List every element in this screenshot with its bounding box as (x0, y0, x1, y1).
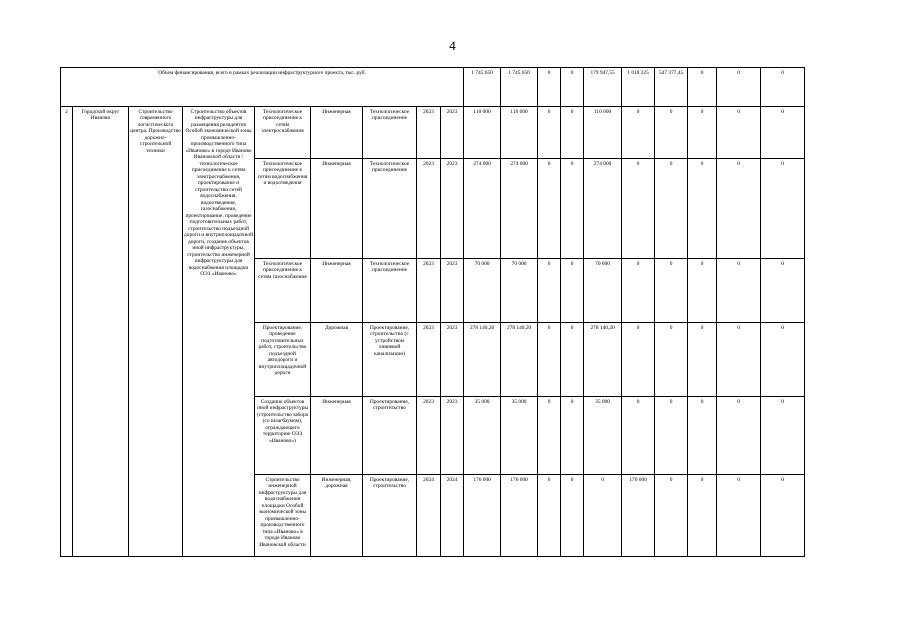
table-row (61, 107, 869, 159)
work-cell: Технологическое присоединение (363, 159, 417, 259)
value-cell: 0 (538, 323, 561, 397)
year-start-cell: 2023 (417, 323, 441, 397)
year-end-cell: 2023 (441, 323, 464, 397)
year-end-cell: 2024 (441, 475, 464, 557)
year-end-cell: 2023 (441, 159, 464, 259)
value-cell: 0 (761, 475, 805, 557)
total-label: Объем финансирования, всего в рамках реализации инфраструктурного проекта, тыс. руб. (61, 68, 464, 107)
type-cell: Инженерная (311, 159, 363, 259)
value-cell: 0 (688, 107, 717, 159)
value-cell: 0 (761, 159, 805, 259)
year-start-cell: 2023 (417, 159, 441, 259)
value-cell: 278 140,20 (584, 323, 622, 397)
value-cell: 0 (717, 475, 761, 557)
value-cell: 0 (717, 323, 761, 397)
value-cell: 0 (561, 323, 584, 397)
municipality-cell: Городской округ Иваново (73, 107, 129, 557)
row-number: 2 (61, 107, 73, 557)
value-cell: 0 (538, 159, 561, 259)
value-cell: 0 (761, 323, 805, 397)
type-cell: Инженерная, дорожная (311, 475, 363, 557)
value-cell: 0 (717, 397, 761, 475)
value-cell: 0 (761, 259, 805, 323)
value-cell: 0 (622, 323, 655, 397)
work-cell: Проектирование, строительство (с устройством ливневой канализации) (363, 323, 417, 397)
value-cell: 274 000 (584, 159, 622, 259)
value-cell: 0 (622, 159, 655, 259)
value-cell: 0 (655, 475, 688, 557)
value-cell: 0 (717, 107, 761, 159)
year-end-cell: 2023 (441, 107, 464, 159)
value-cell: 0 (688, 323, 717, 397)
value-cell: 0 (561, 259, 584, 323)
activity-cell: Строительство инженерной инфраструктуры для водоснабжения площадки Особой экономической зоны промышленно-производственного типа «Иваново» в городе Иваново Ивановской области (255, 475, 311, 557)
value-cell: 70 000 (584, 259, 622, 323)
value-cell: 35 000 (501, 397, 538, 475)
work-cell: Проектирование, строительство (363, 475, 417, 557)
value-cell: 110 000 (584, 107, 622, 159)
value-cell: 0 (761, 397, 805, 475)
type-cell: Инженерная (311, 259, 363, 323)
value-cell: 0 (655, 259, 688, 323)
value-cell: 0 (584, 475, 622, 557)
value-cell: 176 000 (622, 475, 655, 557)
year-end-cell: 2023 (441, 397, 464, 475)
value-cell: 0 (655, 323, 688, 397)
year-start-cell: 2024 (417, 475, 441, 557)
financing-table (60, 67, 869, 557)
value-cell: 0 (538, 397, 561, 475)
value-cell: 0 (688, 475, 717, 557)
work-cell: Технологическое присоединение (363, 259, 417, 323)
activity-cell: Технологическое присоединение к сетям водоснабжения и водоотведения (255, 159, 311, 259)
value-cell: 70 000 (464, 259, 501, 323)
value-cell: 0 (561, 397, 584, 475)
value-cell: 0 (538, 475, 561, 557)
value-cell: 0 (655, 107, 688, 159)
value-cell: 110 000 (464, 107, 501, 159)
activity-cell: Технологическое присоединение к сетям электроснабжения (255, 107, 311, 159)
total-value: 179 947,55 (584, 68, 622, 107)
object-cell: Строительство объектов инфраструктуры для размещения резидентов Особой экономической зоны промышленно-производственного типа «Иваново» в городе Иваново Ивановской области / технологическое присоединение к сетям электроснабжения, проектирование и строительство сетей водоснабжения, водоотведения, газоснабжения, проектирование, проведение подготовительных работ, строительство подъездной дороги и внутриплощадочной дороги, создание объектов иной инфраструктуры, строительство инженерной инфраструктуры для водоснабжения площадки ОЭЗ «Иваново» (183, 107, 255, 557)
value-cell: 0 (538, 259, 561, 323)
value-cell: 278 140,20 (464, 323, 501, 397)
work-cell: Технологическое присоединение (363, 107, 417, 159)
value-cell: 0 (538, 107, 561, 159)
total-value: 0 (717, 68, 761, 107)
value-cell: 35 000 (584, 397, 622, 475)
project-name-cell: Строительство современного логистического центра. Производство дорожно-строительной техники (129, 107, 183, 557)
total-value: 1 745 650 (501, 68, 538, 107)
activity-cell: Технологическое присоединение к сетям газоснабжения (255, 259, 311, 323)
value-cell: 0 (561, 159, 584, 259)
year-end-cell: 2023 (441, 259, 464, 323)
year-start-cell: 2023 (417, 107, 441, 159)
value-cell: 274 000 (464, 159, 501, 259)
total-value: 0 (761, 68, 805, 107)
total-row (61, 68, 869, 107)
value-cell: 0 (688, 397, 717, 475)
value-cell: 274 000 (501, 159, 538, 259)
value-cell: 0 (688, 159, 717, 259)
year-start-cell: 2023 (417, 397, 441, 475)
value-cell: 176 000 (501, 475, 538, 557)
type-cell: Инженерная (311, 397, 363, 475)
year-start-cell: 2023 (417, 259, 441, 323)
total-value: 0 (561, 68, 584, 107)
value-cell: 0 (622, 259, 655, 323)
type-cell: Инженерная (311, 107, 363, 159)
activity-cell: Проектирование, проведение подготовительных работ, строительство подъездной автодороги и внутриплощадочной дороги (255, 323, 311, 397)
value-cell: 110 000 (501, 107, 538, 159)
value-cell: 176 000 (464, 475, 501, 557)
value-cell: 0 (688, 259, 717, 323)
value-cell: 0 (717, 159, 761, 259)
type-cell: Дорожная (311, 323, 363, 397)
total-value: 547 377,45 (655, 68, 688, 107)
value-cell: 0 (655, 159, 688, 259)
value-cell: 35 000 (464, 397, 501, 475)
work-cell: Проектирование, строительство (363, 397, 417, 475)
total-value: 1 745 650 (464, 68, 501, 107)
value-cell: 0 (622, 397, 655, 475)
total-value: 1 018 325 (622, 68, 655, 107)
total-value: 0 (688, 68, 717, 107)
activity-cell: Создание объектов иной инфраструктуры (строительство забора (со шлагбаумом), ограждающего территорию ОЭЗ «Иваново») (255, 397, 311, 475)
total-value: 0 (538, 68, 561, 107)
value-cell: 70 000 (501, 259, 538, 323)
value-cell: 0 (761, 107, 805, 159)
value-cell: 278 140,20 (501, 323, 538, 397)
value-cell: 0 (717, 259, 761, 323)
value-cell: 0 (561, 475, 584, 557)
value-cell: 0 (655, 397, 688, 475)
page-number: 4 (449, 38, 456, 53)
value-cell: 0 (622, 107, 655, 159)
value-cell: 0 (561, 107, 584, 159)
